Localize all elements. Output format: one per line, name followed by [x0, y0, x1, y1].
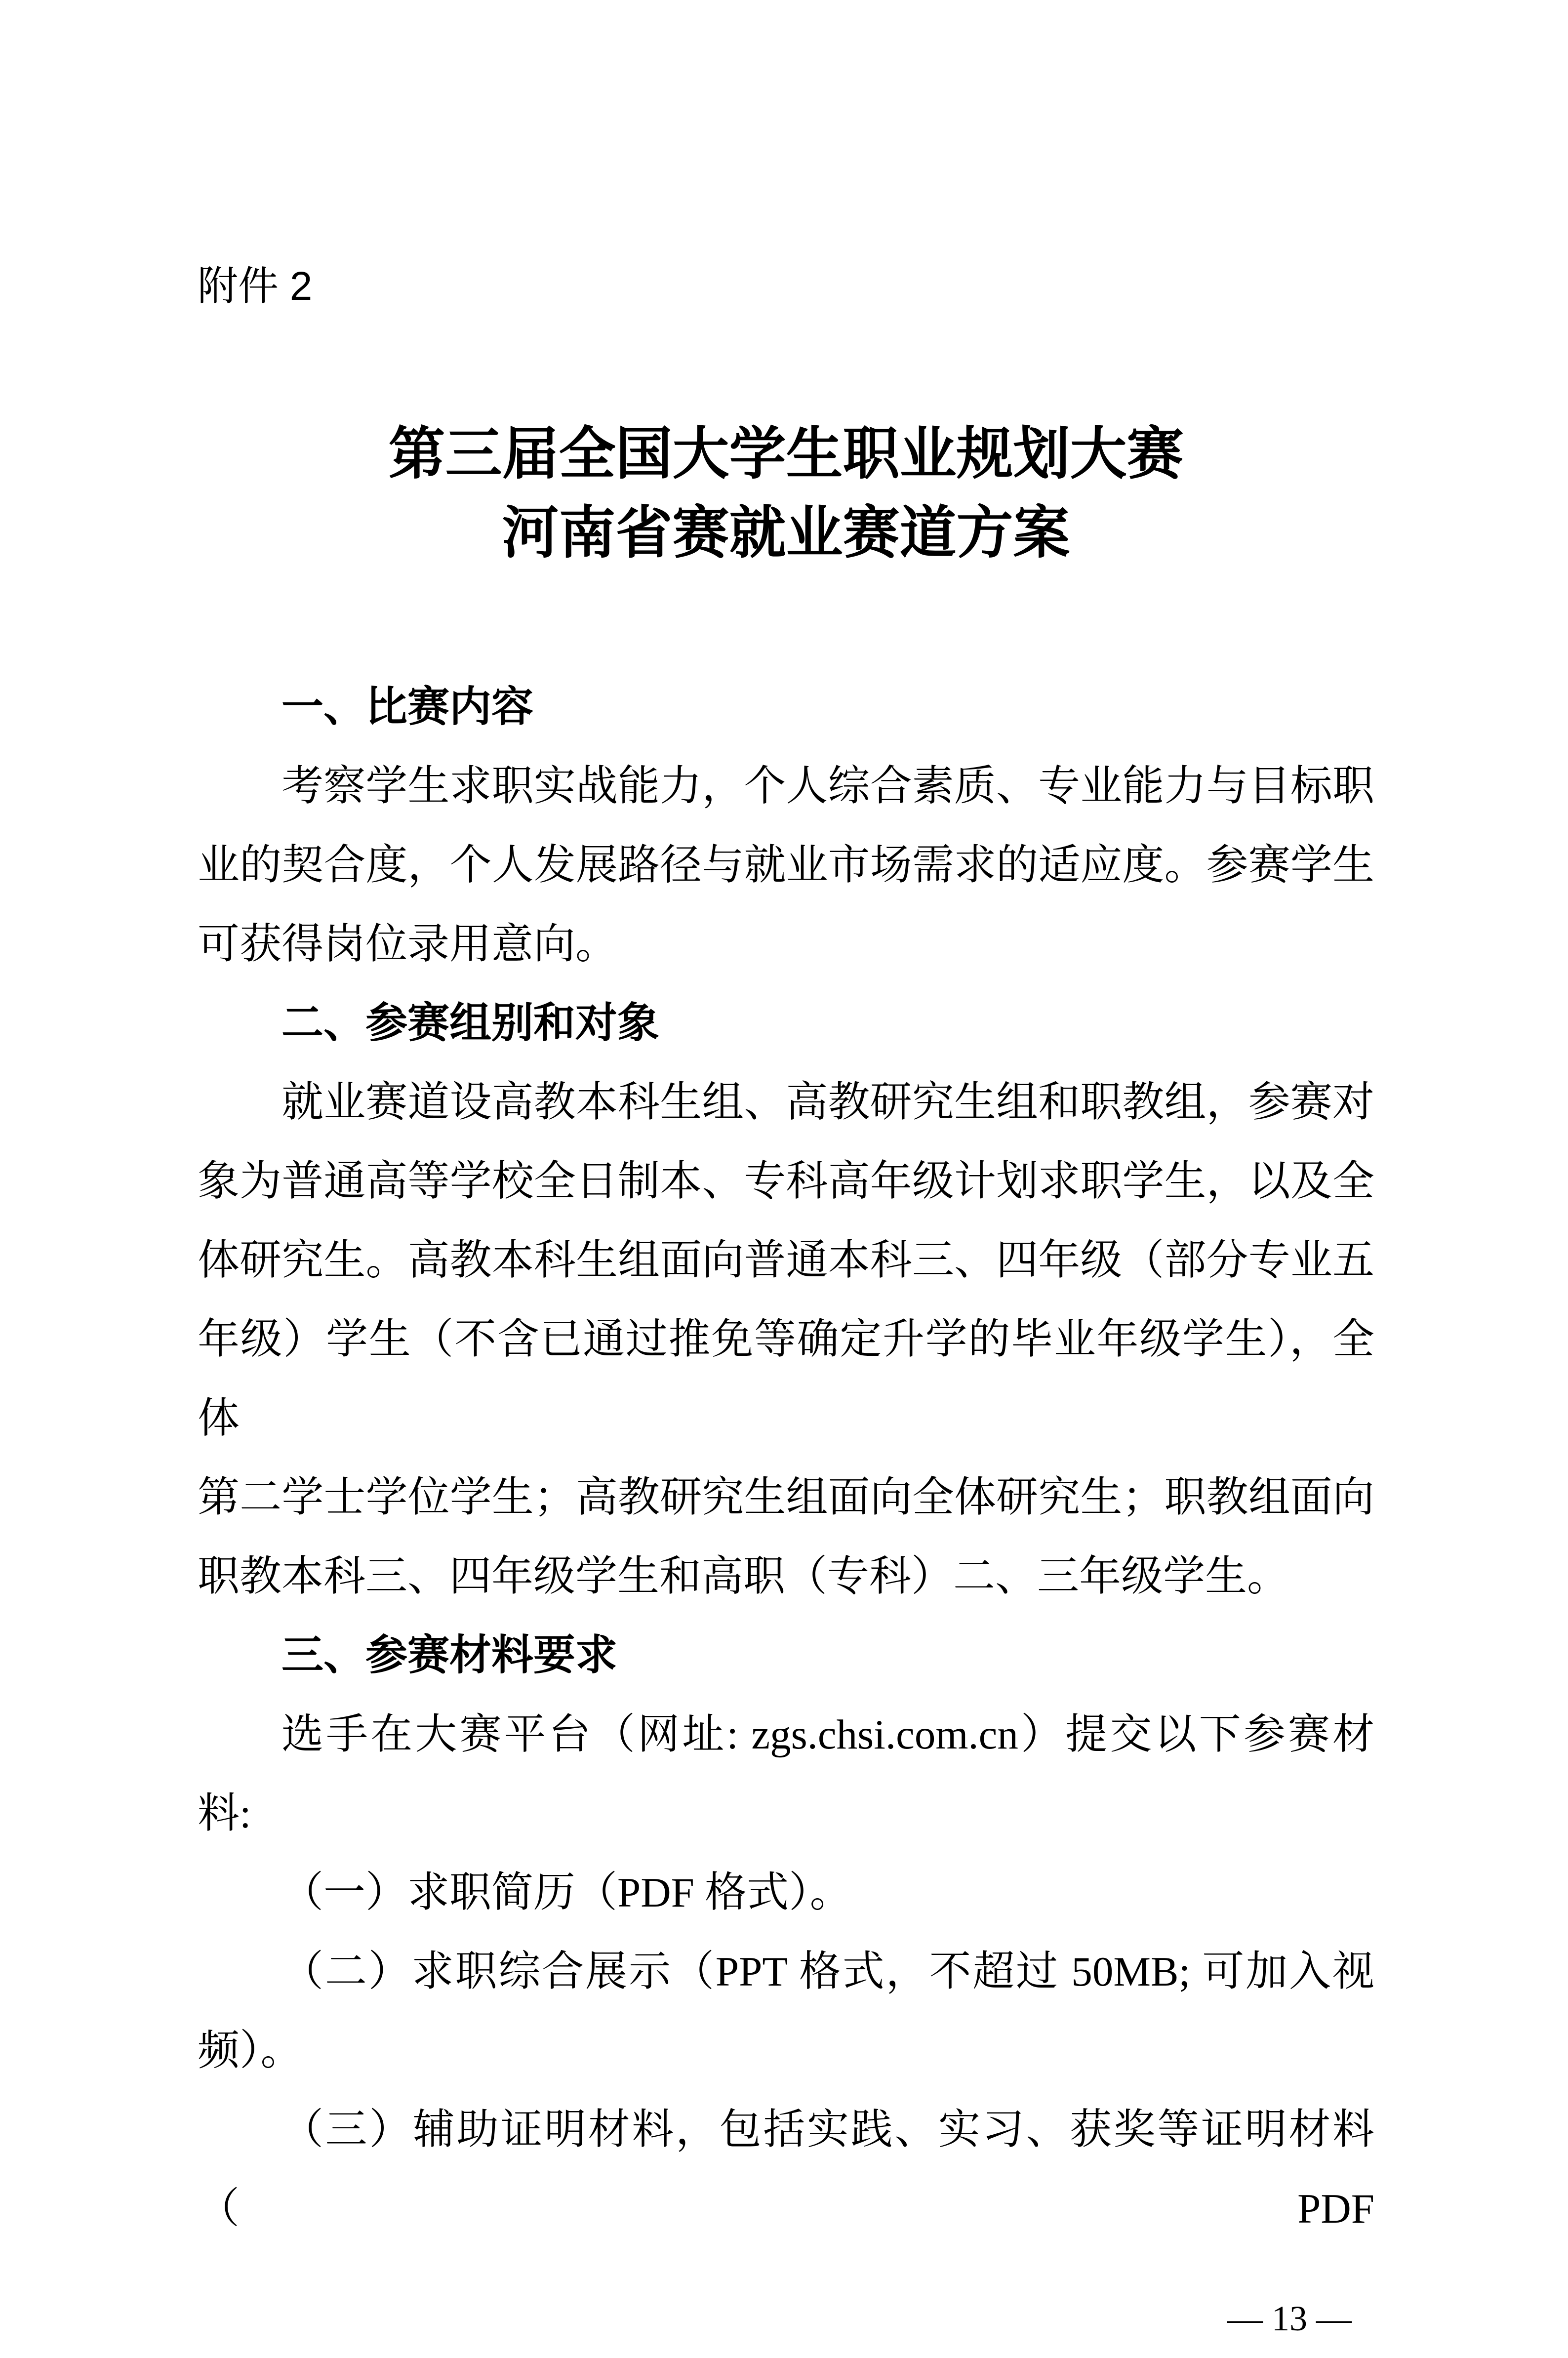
section-material-requirements: [198, 1616, 1374, 2248]
title-line-1: 第三届全国大学生职业规划大赛: [388, 423, 1184, 486]
body-line: （二）求职综合展示（PPT 格式，不超过 50MB; 可加入视频）。: [198, 1949, 1374, 2074]
body-line: 选手在大赛平台（网址: zgs.chsi.com.cn）提交以下参赛材料:: [198, 1711, 1374, 1837]
document-title: [198, 415, 1374, 573]
body-line: 象为普通高等学校全日制本、专科高年级计划求职学生，以及全: [198, 1158, 1374, 1205]
body-line: 职教本科三、四年级学生和高职（专科）二、三年级学生。: [198, 1553, 1289, 1600]
body-line: 可获得岗位录用意向。: [198, 921, 618, 968]
body-line: （一）求职简历（PDF 格式）。: [281, 1870, 852, 1916]
body-line: （三）辅助证明材料，包括实践、实习、获奖等证明材料（PDF: [198, 2107, 1374, 2232]
body-line: 第二学士学位学生；高教研究生组面向全体研究生；职教组面向: [198, 1474, 1374, 1521]
section-2-heading: 二、参赛组别和对象: [281, 1000, 660, 1047]
attachment-label: 附件 2: [198, 264, 313, 309]
body-line: 业的契合度，个人发展路径与就业市场需求的适应度。参赛学生: [198, 842, 1374, 889]
body-line: 考察学生求职实战能力，个人综合素质、专业能力与目标职: [281, 763, 1374, 810]
section-3-heading: 三、参赛材料要求: [281, 1632, 618, 1679]
body-line: 年级）学生（不含已通过推免等确定升学的毕业年级学生），全体: [198, 1316, 1374, 1442]
page-footer: [198, 2279, 1374, 2358]
page-number: — 13 —: [1227, 2299, 1352, 2338]
body-line: 体研究生。高教本科生组面向普通本科三、四年级（部分专业五: [198, 1237, 1374, 1284]
section-competition-content: [198, 668, 1374, 984]
section-1-heading: 一、比赛内容: [281, 684, 534, 731]
body-line: 就业赛道设高教本科生组、高教研究生组和职教组，参赛对: [281, 1079, 1374, 1126]
title-line-2: 河南省赛就业赛道方案: [502, 502, 1070, 565]
section-groups-and-targets: [198, 984, 1374, 1616]
